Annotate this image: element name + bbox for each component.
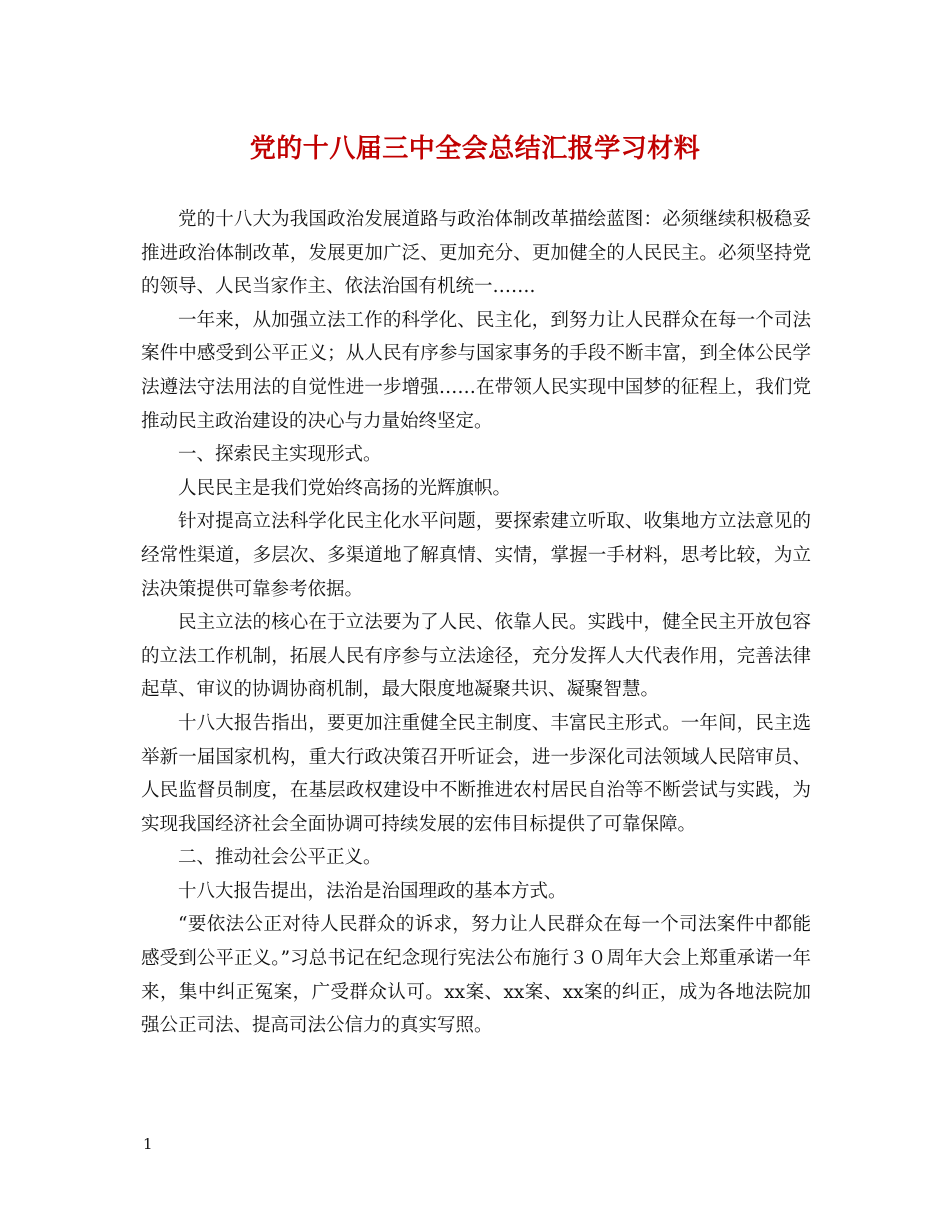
paragraph: 民主立法的核心在于立法要为了人民、依靠人民。实践中，健全民主开放包容的立法工作机制，拓展人民有序参与立法途径，充分发挥人大代表作用，完善法律起草、审议的协调协商机制，最大限度地凝聚共识、凝聚智慧。 (141, 612, 811, 701)
paragraph: 针对提高立法科学化民主化水平问题，要探索建立听取、收集地方立法意见的经常性渠道，多层次、多渠道地了解真情、实情，掌握一手材料，思考比较，为立法决策提供可靠参考依据。 (141, 511, 811, 600)
page-number: 1 (143, 1135, 153, 1153)
paragraph: “要依法公正对待人民群众的诉求，努力让人民群众在每一个司法案件中都能感受到公平正义。”习总书记在纪念现行宪法公布施行３０周年大会上郑重承诺一年来，集中纠正冤案，广受群众认可。xx案、xx案、xx案的纠正，成为各地法院加强公正司法、提高司法公信力的真实写照。 (141, 914, 811, 1037)
section-heading: 二、推动社会公平正义。 (178, 847, 382, 869)
section-heading: 一、探索民主实现形式。 (178, 444, 382, 466)
document-body (141, 203, 811, 1043)
paragraph: 党的十八大为我国政治发展道路与政治体制改革描绘蓝图：必须继续积极稳妥推进政治体制改革，发展更加广泛、更加充分、更加健全的人民民主。必须坚持党的领导、人民当家作主、依法治国有机统一……. (141, 209, 811, 298)
document-title: 党的十八届三中全会总结汇报学习材料 (249, 134, 701, 164)
paragraph: 人民民主是我们党始终高扬的光辉旗帜。 (178, 477, 512, 499)
paragraph: 一年来，从加强立法工作的科学化、民主化，到努力让人民群众在每一个司法案件中感受到公平正义；从人民有序参与国家事务的手段不断丰富，到全体公民学法遵法守法用法的自觉性进一步增强……在带领人民实现中国梦的征程上，我们党推动民主政治建设的决心与力量始终坚定。 (141, 309, 811, 432)
paragraph: 十八大报告指出，要更加注重健全民主制度、丰富民主形式。一年间，民主选举新一届国家机构，重大行政决策召开听证会，进一步深化司法领域人民陪审员、人民监督员制度，在基层政权建设中不断推进农村居民自治等不断尝试与实践，为实现我国经济社会全面协调可持续发展的宏伟目标提供了可靠保障。 (141, 712, 811, 835)
paragraph: 十八大报告提出，法治是治国理政的基本方式。 (178, 880, 567, 902)
